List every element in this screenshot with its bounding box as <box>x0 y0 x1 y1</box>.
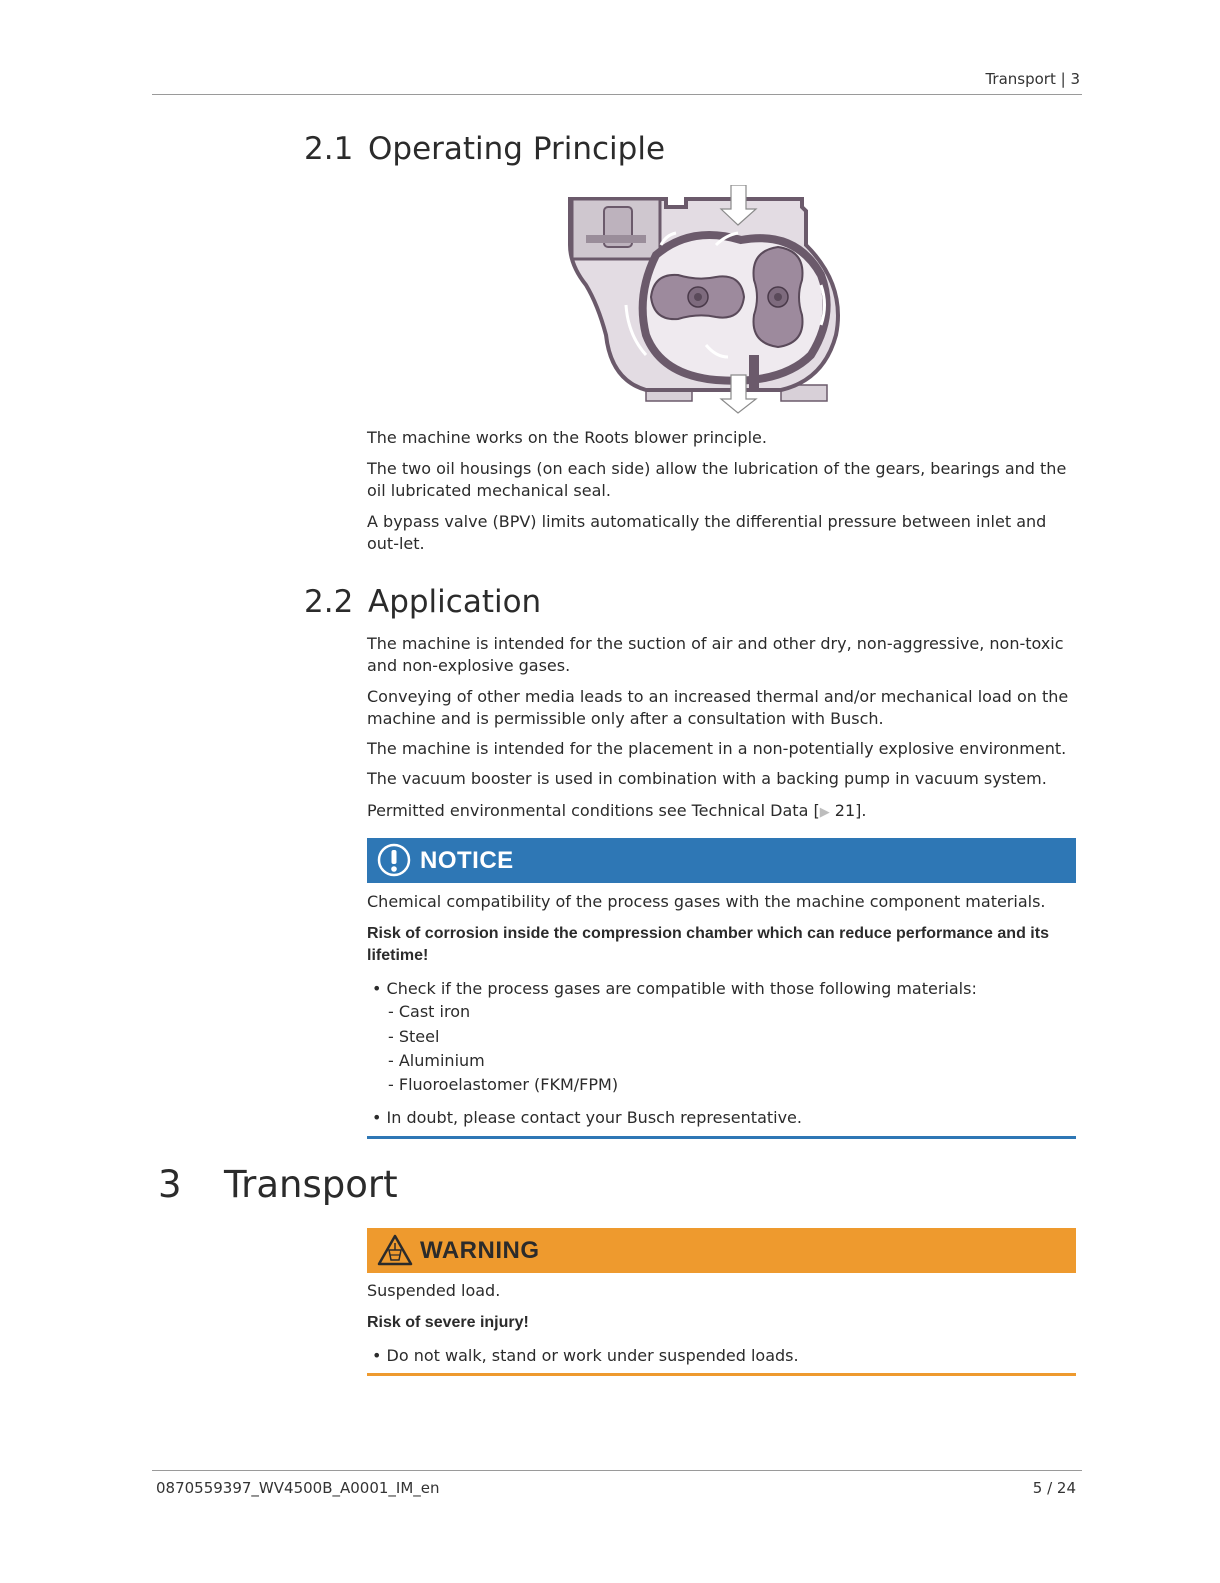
page-number: 5 / 24 <box>1032 1479 1076 1497</box>
exclamation-circle-icon <box>377 843 411 877</box>
reference-text: Permitted environmental conditions see Technical Data [ <box>367 801 820 820</box>
list-item: • In doubt, please contact your Busch representative. <box>372 1108 802 1127</box>
notice-risk: Risk of corrosion inside the compression chamber which can reduce performance and its lifetime! <box>367 925 1049 964</box>
section-number: 2.2 <box>304 584 354 620</box>
warning-label: WARNING <box>420 1237 540 1264</box>
material-item: - Steel <box>388 1027 440 1046</box>
notice-end-rule <box>367 1136 1076 1139</box>
notice-description: Chemical compatibility of the process gases with the machine component materials. <box>367 892 1046 911</box>
notice-banner <box>367 838 1076 883</box>
chapter-number: 3 <box>158 1163 182 1206</box>
section-title: Application <box>368 584 542 620</box>
paragraph: The machine is intended for the placement in a non-potentially explosive environment. <box>367 739 1067 758</box>
footer-rule <box>152 1470 1082 1471</box>
reference-page: 21]. <box>829 801 867 820</box>
paragraph: The machine works on the Roots blower principle. <box>367 428 767 447</box>
warning-end-rule <box>367 1373 1076 1376</box>
paragraph: The two oil housings (on each side) allow the lubrication of the gears, bearings and the oil lubricated mechanical seal. <box>367 459 1067 500</box>
section-title: Operating Principle <box>368 131 666 167</box>
roots-blower-diagram <box>566 185 848 415</box>
section-number: 2.1 <box>304 131 354 167</box>
triangle-right-icon[interactable]: ▶ <box>819 805 830 820</box>
warning-risk: Risk of severe injury! <box>367 1314 529 1331</box>
material-item: - Aluminium <box>388 1051 485 1070</box>
list-item: • Check if the process gases are compatible with those following materials: <box>372 979 977 998</box>
paragraph: A bypass valve (BPV) limits automatically the differential pressure between inlet and out-let. <box>367 512 1047 553</box>
technical-data-reference <box>367 800 1079 824</box>
warning-banner <box>367 1228 1076 1273</box>
running-header: Transport | 3 <box>985 70 1080 88</box>
notice-label: NOTICE <box>420 847 514 874</box>
section-3-heading <box>158 1163 398 1206</box>
document-id: 0870559397_WV4500B_A0001_IM_en <box>156 1479 440 1497</box>
material-item: - Fluoroelastomer (FKM/FPM) <box>388 1075 619 1094</box>
chapter-title: Transport <box>224 1163 398 1206</box>
warning-description: Suspended load. <box>367 1281 501 1300</box>
suspended-load-warning-icon <box>377 1233 413 1267</box>
paragraph: The machine is intended for the suction of air and other dry, non-aggressive, non-toxic and non-explosive gases. <box>367 634 1064 675</box>
list-item: • Do not walk, stand or work under suspended loads. <box>372 1346 799 1365</box>
section-2-1-heading <box>304 131 665 167</box>
paragraph: The vacuum booster is used in combination with a backing pump in vacuum system. <box>367 769 1047 788</box>
header-rule <box>152 94 1082 95</box>
material-item: - Cast iron <box>388 1002 471 1021</box>
paragraph: Conveying of other media leads to an increased thermal and/or mechanical load on the machine and is permissible only after a consultation with Busch. <box>367 687 1069 728</box>
section-2-2-heading <box>304 584 541 620</box>
